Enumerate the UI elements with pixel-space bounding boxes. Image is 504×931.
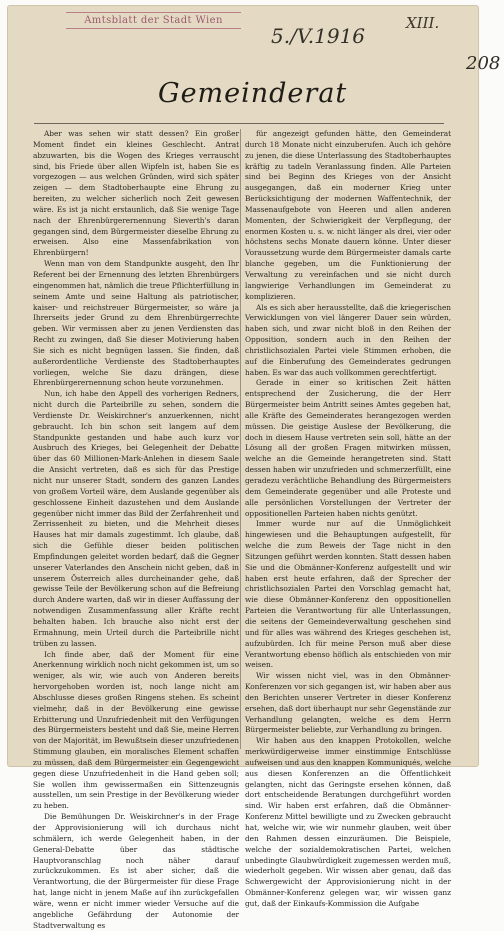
paragraph: Ich finde aber, daß der Moment für eine Anerkennung wirklich noch nicht gekommen ist, um so weniger, als wir, wie auch von Anderen bereits hervorgehoben worden ist, noch lange nicht am Abschlusse dieses großen Ringens stehen. Es scheint vielmehr, daß in der Bevölkerung eine gewisse Erbitterung und Unzufriedenheit mit den Verfügungen des Bürgermeisters besteht und daß Sie, meine Herren von der Majorität, im Bewußtsein dieser unzufriedenen Stimmung glauben, ein moralisches Element schaffen zu müssen, daß dem Bürgermeister ein Gegengewicht gegen diese Unzufriedenheit in die Hand geben soll; Sie wollen ihm gewissermaßen ein Sittenzeugnis ausstellen, um sein Prestige in der Bevölkerung wieder zu heben.	[33, 649, 239, 811]
paragraph: Aber was sehen wir statt dessen? Ein großer Moment findet ein kleines Geschlecht. Antrat abzuwarten, bis die Wogen des Krieges verrauscht sind, bis Friede über allen Wipfeln ist, haben Sie es vorgezogen — aus welchen Gründen, wird sich später zeigen — dem Stadtoberhaupte eine Ehrung zu bereiten, zu welcher sicherlich noch Zeit gewesen wäre. Es ist ja nicht erstaunlich, daß Sie wenige Tage nach der Ehrenbürgerernennung Sieverth's daran gegangen sind, dem Bürgermeister dieselbe Ehrung zu erweisen. Also eine Massenfabrikation von Ehrenbürgern!	[33, 129, 239, 258]
paragraph: Als es sich aber herausstellte, daß die kriegerischen Verwicklungen von viel längerer Dauer sein würden, haben sich, und zwar nicht bloß in den Reihen der Opposition, sondern auch in den Reihen der christlichsozialen Partei viele Stimmen erhoben, die auf die Einberufung des Gemeinderates gedrungen haben. Es war das auch vollkommen gerechtfertigt.	[245, 302, 451, 377]
paragraph: Gerade in einer so kritischen Zeit hätten entsprechend der Zusicherung, die der Herr Bürgermeister beim Antritt seines Amtes gegeben hat, alle Kräfte des Gemeinderates herangezogen werden müssen. Die geistige Auslese der Bevölkerung, die doch in diesem Hause vertreten sein soll, hätte an der Lösung all der großen Fragen mitwirken müssen, welche an die Gemeinde herangetreten sind. Statt dessen haben wir unzufrieden und schmerzerfüllt, eine geradezu verächtliche Behandlung des Bürgermeisters dem Gemeinderate gegenüber und alle Proteste und alle persönlichen Vorstellungen der Vertreter der oppositionellen Parteien haben nichts genützt.	[245, 378, 451, 518]
text-column-left	[33, 129, 239, 930]
paragraph: Nun, ich habe den Appell des vorherigen Redners, nicht durch die Parteibrille zu sehen, sondern die Verdienste Dr. Weiskirchner's anzuerkennen, nicht gebraucht. Ich bin schon seit langem auf dem Standpunkte gestanden und habe auch kurz vor Ausbruch des Krieges, bei Gelegenheit der Debatte über das 60 Millionen-Mark-Anlehen in diesem Saale die Ansicht vertreten, daß es sich für das Prestige nicht nur unserer Stadt, sondern des ganzen Landes von großem Vorteil wäre, dem Auslande gegenüber als geschlossene Einheit dazustehen und dem Auslande gegenüber nicht immer das Bild der Zerfahrenheit und Zerrissenheit zu bieten, und die Mehrheit dieses Hauses hat mir damals zugestimmt. Ich glaube, daß sich die Gefühle dieser beiden politischen Empfindungen geleitet worden bedarf, daß die Gegner unserer Vaterlandes den Anschein nicht geben, daß in unserem Österreich alles durcheinander gehe, daß gewisse Teile der Bevölkerung schon auf die Befreiung durch Andere warten, daß wir in dieser Auffassung der notwendigen Zusammenfassung aller Kräfte recht behalten haben. Ich brauche also nicht erst der Ermahnung, mein Urteil durch die Parteibrille nicht trüben zu lassen.	[33, 389, 239, 648]
handwritten-date: 5./V.1916	[271, 24, 366, 48]
page-code: XIII.	[406, 14, 440, 32]
paragraph: Wir wissen nicht viel, was in den Obmänner-Konferenzen vor sich gegangen ist, wir haben aber aus den Berichten unserer Vertreter in dieser Konferenz ersehen, daß dort überhaupt nur sehr Gegenstände zur Verhandlung gelangten, welche es dem Herrn Bürgermeister beliebte, zur Verhandlung zu bringen.	[245, 671, 451, 735]
paragraph: Immer wurde nur auf die Unmöglichkeit hingewiesen und die Behauptungen aufgestellt, für welche die zum Beweis der Tage nicht in den Sitzungen geführt werden konnten. Statt dessen haben Sie und die Obmänner-Konferenz aufgestellt und wir haben erst heute erfahren, daß der Sprecher der christlichsozialen Partei den Vorschlag gemacht hat, wie diese Obmänner-Konferenz den oppositionellen Parteien die Verantwortung für alle Unterlassungen, die seitens der Gemeindeverwaltung geschehen sind und für alles was während des Krieges geschehen ist, aufzubürden. Ich für meine Person muß aber diese Verantwortung ebenso höflich als entschieden von mir weisen.	[245, 519, 451, 670]
paragraph: Wir haben aus den knappen Protokollen, welche merkwürdigerweise immer einstimmige Entschlüsse aufweisen und aus den knappen Kommuniqués, welche aus diesen Konferenzen an die Öffentlichkeit gelangten, nicht das Geringste ersehen können, daß dort entscheidende Beratungen durchgeführt worden sind. Wir haben erst erfahren, daß die Obmänner-Konferenz Mittel bewilligte und zu Zwecken gebraucht hat, welche wir, wie wir nunmehr glauben, weit über den Rahmen dessen einzuräumen. Die Beispiele, welche der sozialdemokratischen Partei, welchen unbedingte Glaubwürdigkeit zugemessen werden muß, wiederholt gegeben. Wir wissen aber genau, daß das Schwergewicht der Approvisionierung nicht in der Obmänner-Konferenz gelegen war, wir wissen ganz gut, daß der Einkaufs-Kommission die Aufgabe	[245, 736, 451, 908]
text-column-right	[245, 129, 451, 908]
newspaper-clipping	[8, 6, 501, 930]
folio-number: 208	[466, 53, 501, 74]
paragraph: für angezeigt gefunden hätte, den Gemeinderat durch 18 Monate nicht einzuberufen. Auch ich gehöre zu jenen, die diese Unterlassung des Stadtoberhauptes kräftig zu tadeln Veranlassung finden. Alle Parteien sind bei Beginn des Krieges von der Ansicht ausgegangen, daß ein moderner Krieg unter Berücksichtigung der modernen Waffentechnik, der Massenaufgebote von Heeren und allen anderen Momenten, der Schwierigkeit der Verpflegung, der enormen Kosten u. s. w. nicht länger als drei, vier oder höchstens sechs Monate dauern könne. Unter dieser Voraussetzung wurde dem Bürgermeister damals carte blanche gegeben, um die Funktionierung der Verwaltung zu vereinfachen und sie nicht durch langwierige Verhandlungen im Gemeinderat zu komplizieren.	[245, 129, 451, 301]
title-rule	[34, 123, 444, 124]
paragraph: Wenn man von dem Standpunkte ausgeht, den Ihr Referent bei der Ernennung des letzten Ehrenbürgers eingenommen hat, nämlich die treue Pflichterfüllung in seinem Amte und seine Haltung als patriotischer, kaiser- und reichstreuer Bürgermeister, so wäre ja Ihrerseits jeder Grund zu dem Ehrenbürgerrechte geben. Wir vermissen aber zu jenen Verdiensten das Recht zu zwingen, daß Sie dieser Motivierung haben Sie sich es nicht begnügen lassen. Sie finden, daß außerordentliche Verdienste des Stadtoberhauptes vorliegen, welche Sie dazu drängen, diese Ehrenbürgerernennung schon heute vorzunehmen.	[33, 259, 239, 388]
column-divider	[240, 129, 241, 749]
paragraph: Die Bemühungen Dr. Weiskirchner's in der Frage der Approvisionierung will ich durchaus nicht schmälern, ich werde Gelegenheit haben, in der General-Debatte über das städtische Hauptvoranschlag noch näher darauf zurückzukommen. Es ist aber sicher, daß die Verantwortung, die der Bürgermeister für diese Frage hat, lange nicht in jenem Maße auf ihn zurückgefallen wäre, wenn er nicht immer wieder Versuche auf die angebliche Gefährdung der Autonomie der Stadtverwaltung es	[33, 812, 239, 930]
archive-stamp: Amtsblatt der Stadt Wien	[66, 12, 241, 29]
section-title: Gemeinderat	[158, 78, 348, 109]
